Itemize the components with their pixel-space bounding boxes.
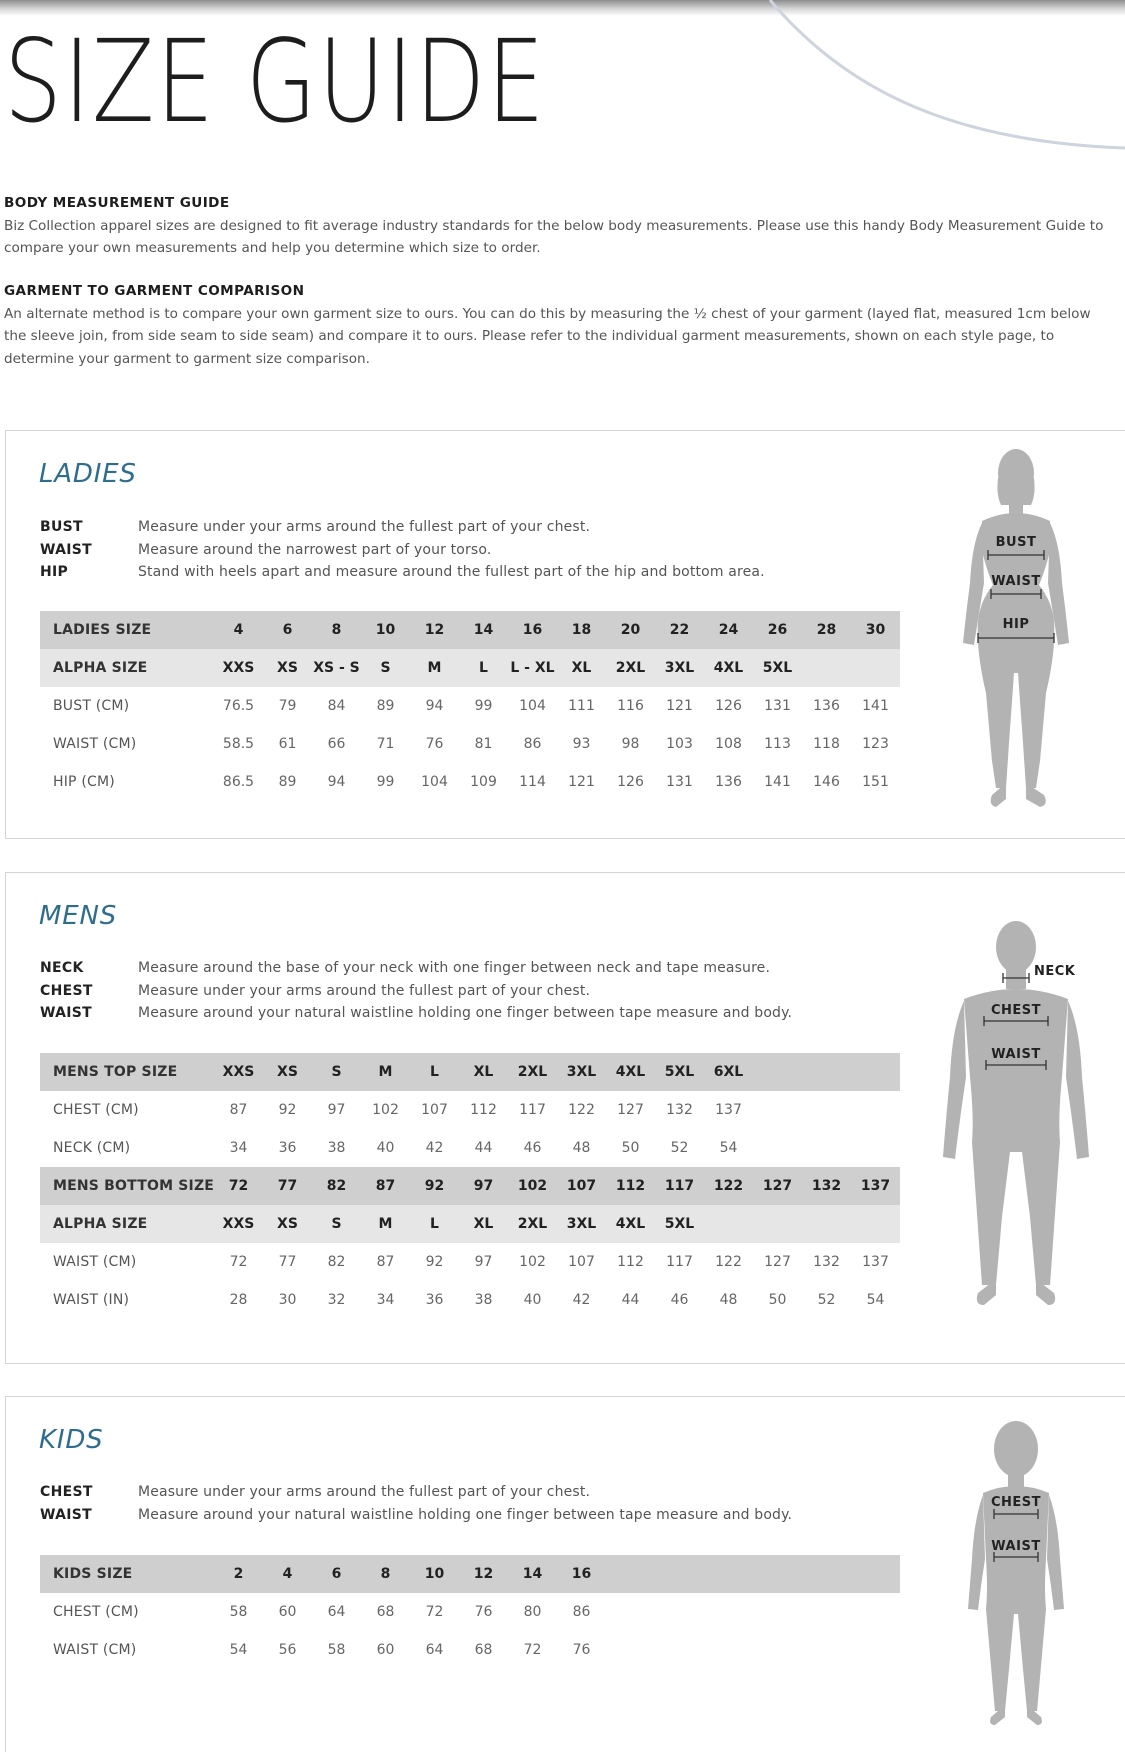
kids-size-table [40,1555,900,1669]
table-cell: 24 [704,611,753,649]
table-cell: 136 [813,698,840,714]
table-cell: 99 [376,774,395,790]
table-cell: 60 [376,1642,395,1658]
table-row [40,1631,900,1669]
table-cell: 56 [278,1642,297,1658]
table-cell [802,1631,851,1669]
table-cell: 84 [327,698,346,714]
table-cell: 127 [753,1167,802,1205]
row-label: CHEST (CM) [53,1604,139,1620]
table-cell [704,1593,753,1631]
table-cell [851,1091,900,1129]
body-measurement-text: Biz Collection apparel sizes are designed to fit average industry standards for the below body measurements. Please use this handy Body Measurement Guide to compare your own measurements and help you determine which size to order. [4,217,1104,256]
mens-panel [5,872,1125,1364]
table-cell: 141 [862,698,889,714]
table-row [40,1205,900,1243]
table-cell: 60 [278,1604,297,1620]
table-cell [606,1555,655,1593]
table-cell: 86.5 [222,774,255,790]
table-cell: 107 [421,1102,448,1118]
row-label: MENS BOTTOM SIZE [40,1167,214,1205]
table-row [40,1593,900,1631]
table-cell: 64 [425,1642,444,1658]
row-label: WAIST (CM) [53,1642,137,1658]
table-cell [704,1631,753,1669]
table-cell: 16 [508,611,557,649]
table-cell: XL [557,649,606,687]
table-cell: 4 [214,611,263,649]
table-cell [753,1555,802,1593]
table-cell [655,1631,704,1669]
ladies-definitions [40,516,765,584]
table-cell: 10 [361,611,410,649]
ladies-panel [5,430,1125,839]
table-cell: 38 [327,1140,346,1156]
kids-body-figure [951,1419,1081,1739]
table-cell: 4XL [704,649,753,687]
table-cell: 46 [523,1140,542,1156]
mens-body-figure [936,917,1116,1337]
table-cell: 136 [715,774,742,790]
definition-waist: WAIST Measure around your natural waistline holding one finger between tape measure and body. [40,1506,793,1523]
table-cell: 40 [376,1140,395,1156]
table-cell: 122 [715,1254,742,1270]
table-cell: 102 [508,1167,557,1205]
table-cell: L [410,1205,459,1243]
table-cell: 10 [410,1555,459,1593]
table-cell: 97 [474,1254,493,1270]
table-cell [606,1631,655,1669]
table-cell: 28 [229,1292,248,1308]
table-cell: 76.5 [222,698,255,714]
table-cell: 26 [753,611,802,649]
table-cell: 112 [470,1102,497,1118]
table-cell [802,1091,851,1129]
table-cell [851,1129,900,1167]
table-cell: 97 [327,1102,346,1118]
figure-label-chest: CHEST [990,1003,1042,1018]
table-cell: 132 [813,1254,840,1270]
table-row [40,649,900,687]
kids-definitions [40,1481,792,1526]
table-cell: 71 [376,736,395,752]
table-cell: 131 [764,698,791,714]
table-cell: 48 [719,1292,738,1308]
table-row [40,1091,900,1129]
definition-neck: NECK Measure around the base of your neck with one finger between neck and tape measure. [40,960,771,976]
figure-label-hip: HIP [1002,617,1030,632]
row-label: LADIES SIZE [40,611,214,649]
table-cell: 141 [764,774,791,790]
table-cell [753,1593,802,1631]
table-cell: 52 [670,1140,689,1156]
ladies-body-figure [946,443,1086,823]
table-cell: 111 [568,698,595,714]
table-cell: XS [263,649,312,687]
table-cell: 92 [425,1254,444,1270]
table-cell: 97 [459,1167,508,1205]
mens-title: MENS [39,901,118,931]
table-cell: 64 [327,1604,346,1620]
table-cell [802,1555,851,1593]
table-cell: 151 [862,774,889,790]
table-cell: 116 [617,698,644,714]
table-cell: 86 [523,736,542,752]
table-cell: 76 [474,1604,493,1620]
table-cell: 72 [214,1167,263,1205]
table-cell: 20 [606,611,655,649]
table-cell: 79 [278,698,297,714]
table-cell: 38 [474,1292,493,1308]
table-cell: 82 [327,1254,346,1270]
page-title: SIZE GUIDE [4,15,547,148]
table-row [40,763,900,801]
table-cell [851,649,900,687]
definition-chest: CHEST Measure under your arms around the fullest part of your chest. [40,982,591,999]
figure-label-bust: BUST [995,535,1037,550]
table-cell [802,649,851,687]
table-cell: 104 [421,774,448,790]
table-cell: 50 [768,1292,787,1308]
table-cell: 92 [410,1167,459,1205]
table-cell: 109 [470,774,497,790]
table-cell: 12 [410,611,459,649]
table-cell: 81 [474,736,493,752]
table-cell: 61 [278,736,297,752]
ladies-title: LADIES [39,459,137,489]
figure-label-waist: WAIST [991,1539,1041,1554]
table-cell: 121 [666,698,693,714]
table-cell [753,1631,802,1669]
table-cell: 5XL [655,1205,704,1243]
table-row [40,1053,900,1091]
table-cell: 58 [327,1642,346,1658]
table-cell: 80 [523,1604,542,1620]
table-cell: 34 [229,1140,248,1156]
table-cell [851,1593,900,1631]
table-cell: 5XL [655,1053,704,1091]
table-cell [802,1129,851,1167]
table-cell [655,1555,704,1593]
table-cell: 36 [425,1292,444,1308]
table-cell: L - XL [508,649,557,687]
table-cell: 137 [851,1167,900,1205]
table-cell [753,1091,802,1129]
table-cell: 3XL [557,1053,606,1091]
table-cell: 122 [568,1102,595,1118]
table-cell: 89 [376,698,395,714]
table-cell: 2 [214,1555,263,1593]
table-cell [851,1631,900,1669]
table-cell: 66 [327,736,346,752]
definition-waist: WAIST Measure around the narrowest part of your torso. [40,541,492,558]
table-cell: 94 [425,698,444,714]
table-cell: 102 [519,1254,546,1270]
table-cell: 99 [474,698,493,714]
table-cell: 22 [655,611,704,649]
table-cell: XL [459,1053,508,1091]
table-cell: 3XL [557,1205,606,1243]
table-cell: 146 [813,774,840,790]
table-cell [851,1205,900,1243]
table-cell: 132 [802,1167,851,1205]
table-cell: 48 [572,1140,591,1156]
table-cell: 123 [862,736,889,752]
table-cell: 32 [327,1292,346,1308]
table-cell: S [312,1053,361,1091]
table-cell: 2XL [508,1205,557,1243]
table-row [40,1281,900,1319]
figure-label-neck: NECK [1034,964,1076,979]
table-cell: 5XL [753,649,802,687]
table-cell: 89 [278,774,297,790]
table-row [40,1167,900,1205]
table-cell: 77 [278,1254,297,1270]
table-cell: 117 [666,1254,693,1270]
table-cell [606,1593,655,1631]
table-row [40,1243,900,1281]
table-row [40,1129,900,1167]
table-cell: 122 [704,1167,753,1205]
table-cell: 3XL [655,649,704,687]
figure-label-waist: WAIST [991,1047,1041,1062]
table-cell: 107 [557,1167,606,1205]
table-cell: 102 [372,1102,399,1118]
table-cell: 8 [312,611,361,649]
table-cell: 104 [519,698,546,714]
table-cell: 126 [715,698,742,714]
kids-title: KIDS [39,1425,104,1455]
body-measurement-heading: BODY MEASUREMENT GUIDE [4,195,230,211]
table-cell: 18 [557,611,606,649]
table-cell: 103 [666,736,693,752]
table-cell: 131 [666,774,693,790]
table-cell: 87 [229,1102,248,1118]
table-cell [704,1205,753,1243]
table-cell: XS [263,1053,312,1091]
table-cell: M [410,649,459,687]
table-row [40,1555,900,1593]
table-cell: 132 [666,1102,693,1118]
table-cell: 4XL [606,1053,655,1091]
row-label: MENS TOP SIZE [40,1053,214,1091]
table-cell: 137 [715,1102,742,1118]
row-label: ALPHA SIZE [40,649,214,687]
table-cell: 42 [425,1140,444,1156]
table-cell: 34 [376,1292,395,1308]
mens-definitions [40,957,792,1025]
mens-size-table [40,1053,900,1319]
table-cell: 92 [278,1102,297,1118]
table-cell: 127 [764,1254,791,1270]
table-cell [851,1555,900,1593]
table-cell: 6XL [704,1053,753,1091]
table-cell: 54 [229,1642,248,1658]
table-cell: 58.5 [222,736,255,752]
table-cell [802,1205,851,1243]
table-cell [753,1053,802,1091]
table-cell [704,1555,753,1593]
table-cell: 44 [474,1140,493,1156]
definition-bust: BUST Measure under your arms around the fullest part of your chest. [40,519,591,535]
table-cell: 28 [802,611,851,649]
row-label: CHEST (CM) [53,1102,139,1118]
table-cell: XS [263,1205,312,1243]
table-cell [802,1593,851,1631]
table-cell: 44 [621,1292,640,1308]
table-cell: 93 [572,736,591,752]
table-cell: 30 [851,611,900,649]
table-cell: 121 [568,774,595,790]
table-cell: L [410,1053,459,1091]
table-cell: 118 [813,736,840,752]
table-cell: 82 [312,1167,361,1205]
table-row [40,611,900,649]
table-cell: 117 [519,1102,546,1118]
table-cell: 54 [866,1292,885,1308]
row-label: ALPHA SIZE [40,1205,214,1243]
table-cell: 16 [557,1555,606,1593]
definition-chest: CHEST Measure under your arms around the fullest part of your chest. [40,1484,591,1500]
table-cell [802,1053,851,1091]
table-cell: 126 [617,774,644,790]
table-cell: 127 [617,1102,644,1118]
table-cell: 114 [519,774,546,790]
table-cell: 98 [621,736,640,752]
table-cell: 113 [764,736,791,752]
row-label: WAIST (CM) [53,1254,137,1270]
table-cell: 50 [621,1140,640,1156]
table-cell [851,1053,900,1091]
kids-panel [5,1396,1125,1752]
table-cell: 30 [278,1292,297,1308]
table-cell: 14 [508,1555,557,1593]
table-cell: 117 [655,1167,704,1205]
table-cell: 76 [572,1642,591,1658]
table-cell: 40 [523,1292,542,1308]
row-label: KIDS SIZE [40,1555,214,1593]
table-row [40,687,900,725]
table-cell: 2XL [508,1053,557,1091]
table-cell: S [312,1205,361,1243]
table-cell: 6 [312,1555,361,1593]
table-cell [753,1205,802,1243]
ladies-size-table [40,611,900,801]
table-cell: XXS [214,649,263,687]
table-cell: 36 [278,1140,297,1156]
table-cell: 4 [263,1555,312,1593]
row-label: NECK (CM) [53,1140,131,1156]
row-label: WAIST (CM) [53,736,137,752]
table-cell [655,1593,704,1631]
table-cell: 58 [229,1604,248,1620]
table-cell: 54 [719,1140,738,1156]
figure-label-chest: CHEST [990,1495,1042,1510]
table-cell: 72 [229,1254,248,1270]
garment-comparison [4,280,1116,370]
table-cell: 8 [361,1555,410,1593]
table-cell: 46 [670,1292,689,1308]
table-cell: XL [459,1205,508,1243]
table-cell: 72 [425,1604,444,1620]
table-cell: 42 [572,1292,591,1308]
table-cell: L [459,649,508,687]
body-measurement-guide [4,192,1116,260]
table-cell: 112 [617,1254,644,1270]
table-cell: 108 [715,736,742,752]
figure-label-waist: WAIST [991,574,1041,589]
table-cell: 12 [459,1555,508,1593]
table-cell: 2XL [606,649,655,687]
table-cell: 107 [568,1254,595,1270]
table-cell: 52 [817,1292,836,1308]
garment-comparison-text: An alternate method is to compare your own garment size to ours. You can do this by measuring the ½ chest of your garment (layed flat, measured 1cm below the sleeve join, from side seam to side seam) and compare it to ours. Please refer to the individual garment measurements, shown on each style page, to determine your garment to garment size comparison. [4,305,1091,367]
table-cell: 77 [263,1167,312,1205]
table-cell: 76 [425,736,444,752]
table-cell: 68 [474,1642,493,1658]
table-cell: 94 [327,774,346,790]
table-cell: 112 [606,1167,655,1205]
table-row [40,725,900,763]
table-cell [753,1129,802,1167]
table-cell: XS - S [312,649,361,687]
table-cell: 4XL [606,1205,655,1243]
row-label: WAIST (IN) [53,1292,130,1308]
table-cell: 87 [361,1167,410,1205]
table-cell: 137 [862,1254,889,1270]
table-cell: XXS [214,1205,263,1243]
table-cell: 86 [572,1604,591,1620]
table-cell: 87 [376,1254,395,1270]
table-cell: S [361,649,410,687]
table-cell: M [361,1205,410,1243]
table-cell: 14 [459,611,508,649]
table-cell: M [361,1053,410,1091]
table-cell: XXS [214,1053,263,1091]
definition-waist: WAIST Measure around your natural waistline holding one finger between tape measure and body. [40,1005,793,1021]
table-cell: 68 [376,1604,395,1620]
table-cell: 72 [523,1642,542,1658]
definition-hip: HIP Stand with heels apart and measure around the fullest part of the hip and bottom area. [40,564,765,580]
table-cell: 6 [263,611,312,649]
row-label: BUST (CM) [53,698,130,714]
row-label: HIP (CM) [53,774,115,790]
garment-comparison-heading: GARMENT TO GARMENT COMPARISON [4,283,305,299]
